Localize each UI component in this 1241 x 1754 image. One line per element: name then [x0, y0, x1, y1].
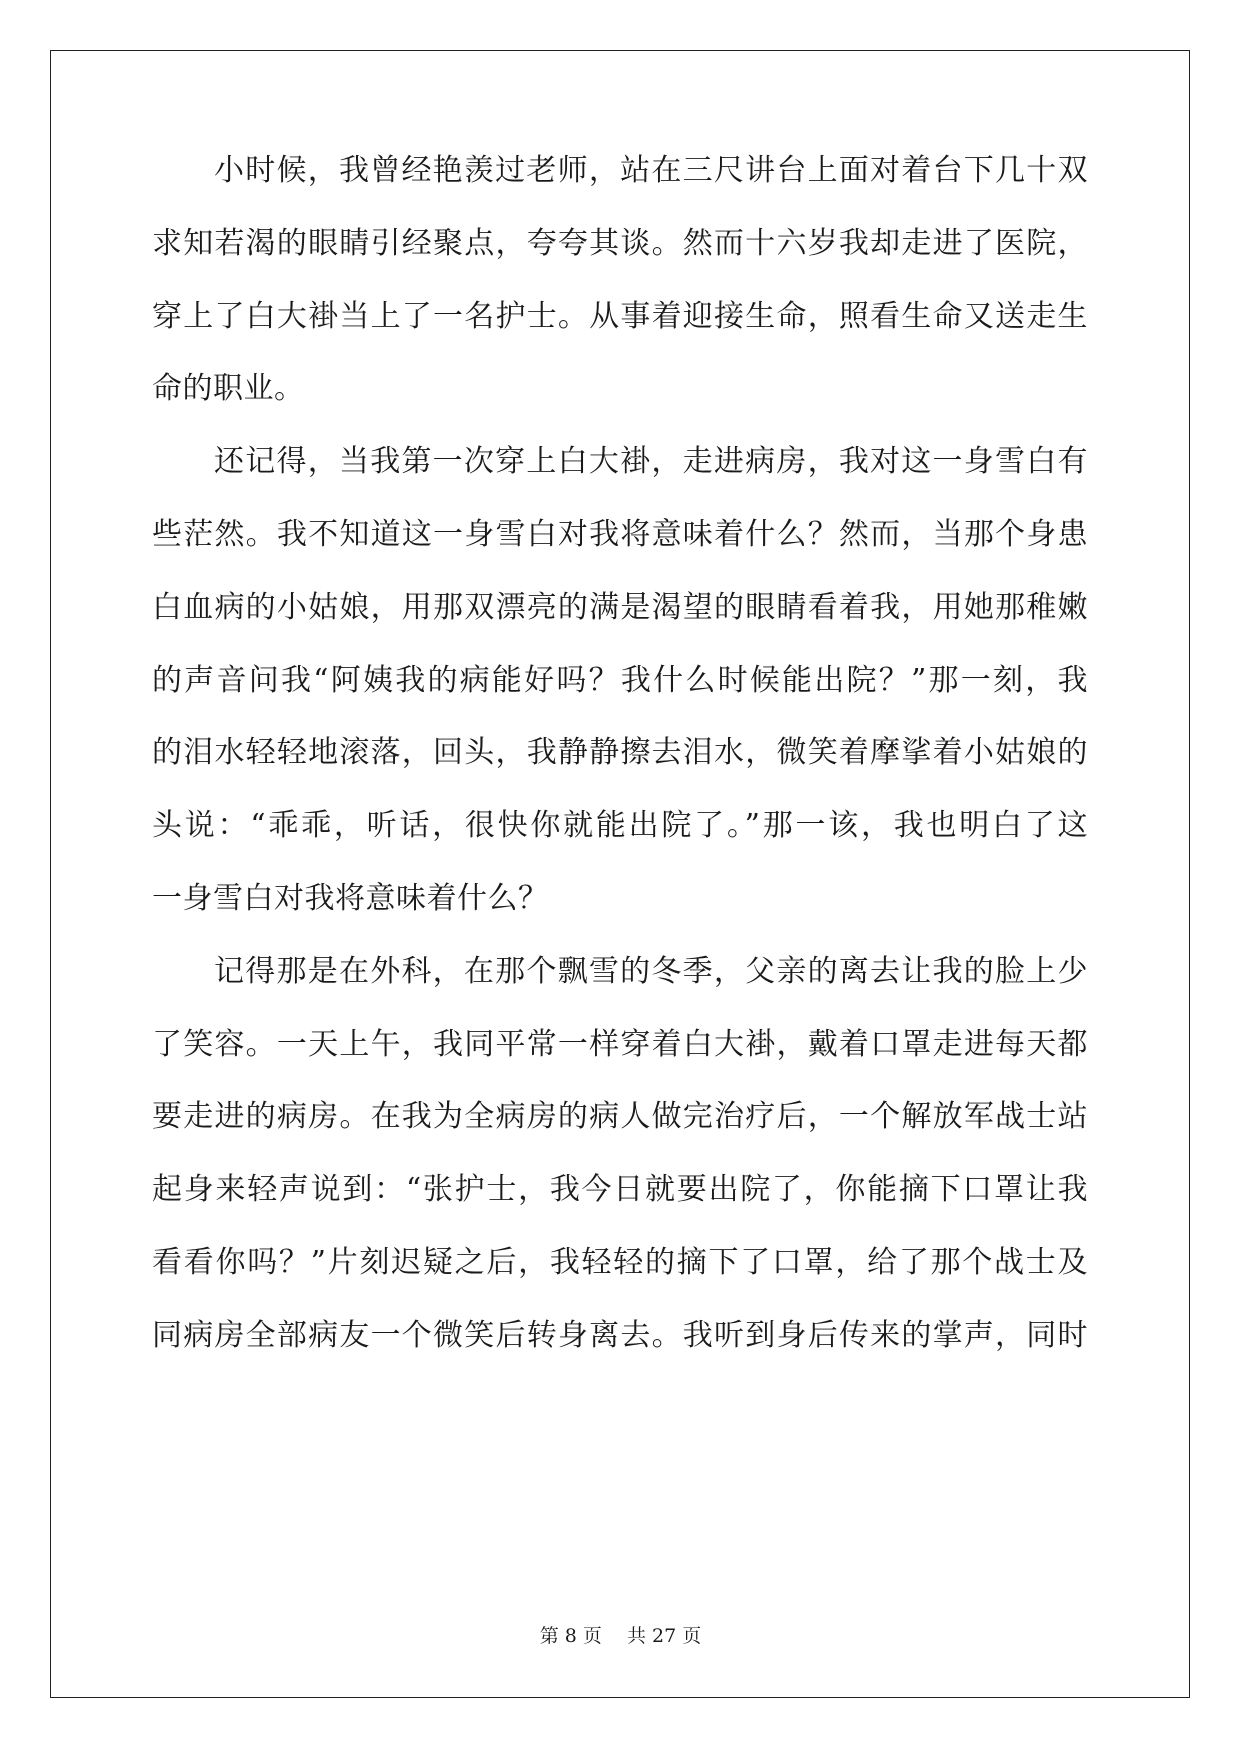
paragraph-2-line-6: 头说：“乖乖，听话，很快你就能出院了。”那一该，我也明白了这 — [152, 808, 1088, 843]
paragraph-1-line-3: 穿上了白大褂当上了一名护士。从事着迎接生命，照看生命又送走生 — [152, 299, 1088, 334]
page-number-footer: 第 8 页 共 27 页 — [539, 1625, 702, 1647]
paragraph-2-line-3: 白血病的小姑娘，用那双漂亮的满是渴望的眼睛看着我，用她那稚嫩 — [152, 590, 1088, 625]
paragraph-2-line-5: 的泪水轻轻地滚落，回头，我静静擦去泪水，微笑着摩挲着小姑娘的 — [152, 735, 1088, 770]
paragraph-3-line-2: 了笑容。一天上午，我同平常一样穿着白大褂，戴着口罩走进每天都 — [152, 1027, 1088, 1062]
paragraph-1-line-2: 求知若渴的眼睛引经聚点，夸夸其谈。然而十六岁我却走进了医院， — [152, 226, 1088, 261]
paragraph-2-line-1: 还记得，当我第一次穿上白大褂，走进病房，我对这一身雪白有 — [214, 444, 1088, 479]
paragraph-1-line-4: 命的职业。 — [152, 371, 305, 406]
paragraph-3-line-1: 记得那是在外科，在那个飘雪的冬季，父亲的离去让我的脸上少 — [214, 954, 1088, 989]
paragraph-3-line-3: 要走进的病房。在我为全病房的病人做完治疗后，一个解放军战士站 — [152, 1099, 1088, 1134]
paragraph-2-line-7: 一身雪白对我将意味着什么？ — [152, 881, 549, 916]
paragraph-1-line-1: 小时候，我曾经艳羡过老师，站在三尺讲台上面对着台下几十双 — [214, 153, 1088, 188]
paragraph-3-line-6: 同病房全部病友一个微笑后转身离去。我听到身后传来的掌声，同时 — [152, 1318, 1088, 1353]
paragraph-2-line-4: 的声音问我“阿姨我的病能好吗？我什么时候能出院？”那一刻，我 — [152, 663, 1088, 698]
paragraph-2-line-2: 些茫然。我不知道这一身雪白对我将意味着什么？然而，当那个身患 — [152, 517, 1088, 552]
paragraph-3-line-5: 看看你吗？”片刻迟疑之后，我轻轻的摘下了口罩，给了那个战士及 — [152, 1245, 1088, 1280]
paragraph-3-line-4: 起身来轻声说到：“张护士，我今日就要出院了，你能摘下口罩让我 — [152, 1172, 1088, 1207]
